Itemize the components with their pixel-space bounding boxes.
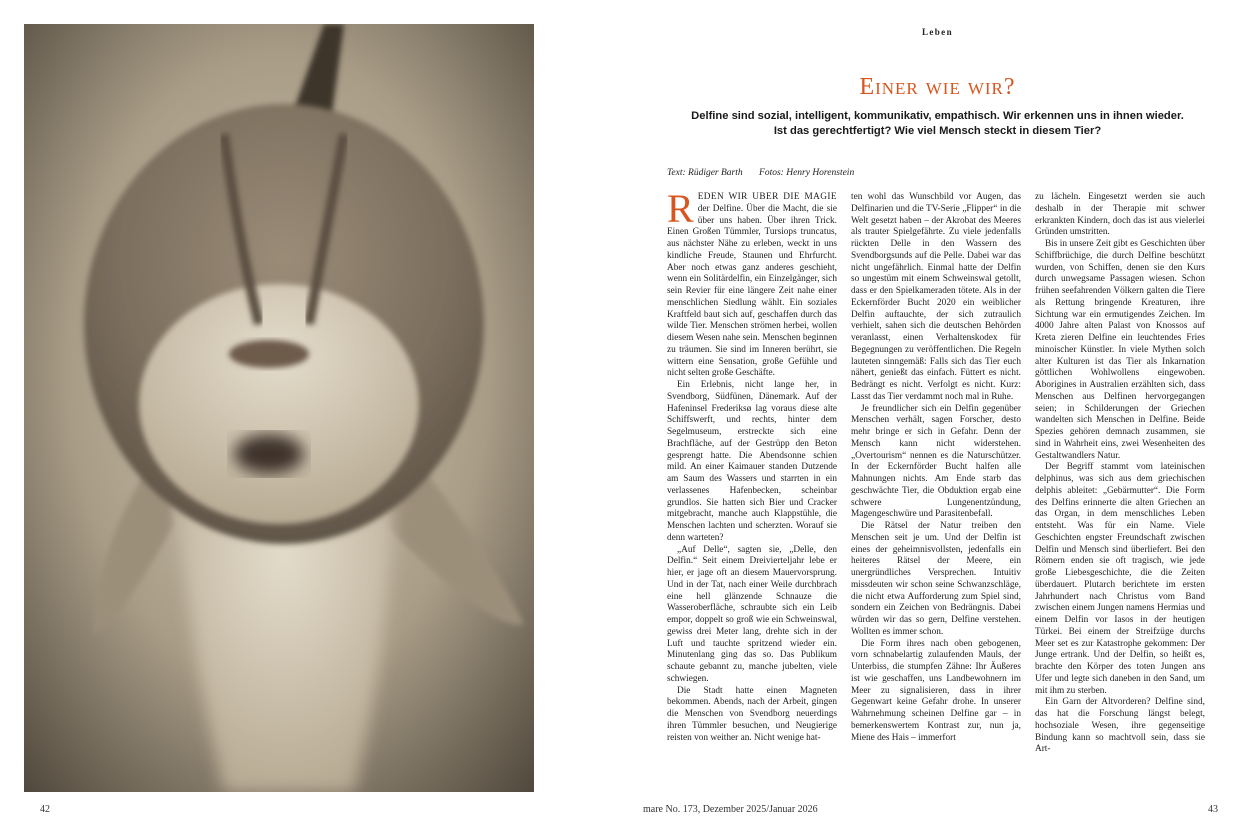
- paragraph: Die Rätsel der Natur treiben den Menschen seit je um. Und der Delfin ist eines der geheimnisvollsten, jedenfalls ein heiteres Rätsel der Meere, ein unergründliches Versprechen. Intuitiv missdeuten wir schon seine Schwanzschläge, die nicht etwa Aufforderung zum Spiel sind, sondern ein Zeichen von Bedrängnis. Dabei würden wir das so gern, Delfine verstehen. Wollten es immer schon.: [851, 521, 1021, 637]
- paragraph: Der Begriff stammt vom lateinischen delphinus, was sich aus dem griechischen delphis ableitet: „Gebärmutter“. Die Form des Delfins erinnerte die alten Griechen an das Organ, in dem menschliches Leben entsteht. Was für ein Name. Viele Geschichten engster Freundschaft zwischen Delfin und Mensch sind überliefert. Bei den Römern enden sie oft tragisch, wie jede große Liebesgeschichte, die die Zeiten überdauert. Plutarch berichtete im ersten Jahrhundert nach Christus vom Band zwischen einem Jungen namens Hermias und einem Delfin vor Iasos in der heutigen Türkei. Bei einem der Streifzüge durchs Meer set es zur Katastrophe gekommen: Der Junge ertrank. Und der Delfin, so heißt es, brachte den Körper des toten Jungen ans Ufer und legte sich daneben in den Sand, um mit ihm zu sterben.: [1035, 462, 1205, 696]
- section-label: Leben: [921, 27, 953, 37]
- paragraph: ten wohl das Wunschbild vor Augen, das Delfinarien und die TV-Serie „Flipper“ in die Welt gesetzt haben – der Akrobat des Meeres als trauter Spielgefährte. Zu viele jedenfalls rückten Delle in den Wassern des Svendborgsunds auf die Pelle. Dabei war das nicht ungefährlich. Einmal hatte der Delfin so ungestüm mit einem Schweinswal getollt, dass er den Spielkameraden tötete. Als in der Eckernförder Bucht 2020 ein weiblicher Delfin auftauchte, der sich zutraulich verhielt, sahen sich die deutschen Behörden veranlasst, einen Verhaltenskodex für Begegnungen zu veröffentlichen. Die Regeln lauteten sinngemäß: Falls sich das Tier euch nähert, genießt das einfach. Füttert es nicht. Bedrängt es nicht. Verfolgt es nicht. Kurz: Lasst das Tier verdammt noch mal in Ruhe.: [851, 192, 1021, 402]
- subline: Delfine sind sozial, intelligent, kommunikativ, empathisch. Wir erkennen uns in ihnen wieder. Ist das gerechtfertigt? Wie viel Mensch steckt in diesem Tier?: [691, 110, 1184, 137]
- article-column-1: [667, 192, 837, 792]
- right-page: [625, 0, 1250, 834]
- headline: Einer wie wir?: [859, 74, 1016, 100]
- paragraph: Die Stadt hatte einen Magneten bekommen. Abends, nach der Arbeit, gingen die Menschen von Svendborg neuerdings ihren Tümmler besuchen, und Neugierige reisten von weither an. Nicht wenige hat-: [667, 685, 837, 743]
- article-column-3: [1035, 192, 1205, 792]
- paragraph: Je freundlicher sich ein Delfin gegenüber Menschen verhält, sagen Forscher, desto mehr bringe er sich in Gefahr. Denn der Mensch kann nicht widerstehen. „Overtourism“ nennen es die Naturschützer. In der Eckernförder Bucht halfen alle Mahnungen nichts. Am Ende starb das geschwächte Tier, die Obduktion ergab eine schwere Lungenentzündung, Magengeschwüre und Parasitenbefall.: [851, 403, 1021, 520]
- dolphin-illustration: [24, 24, 534, 792]
- footer-issue: mare No. 173, Dezember 2025/Januar 2026: [643, 804, 818, 815]
- paragraph: Ein Erlebnis, nicht lange her, in Svendborg, Südfünen, Dänemark. Auf der Hafeninsel Frederiksø lag voraus diese alte Schiffswerft, und rechts, hinter dem Segelmuseum, erstreckte sich eine Brachfläche, auf der Gestrüpp den Beton gesprengt hatte. Die Abendsonne schien mild. An einer Kaimauer standen Dutzende am Saum des Wassers und starrten in ein verlassenes Hafenbecken, scheinbar grundlos. Sie hatten sich Bier und Cracker mitgebracht, manche auch Klappstühle, die Menschen lachten und scherzten. Worauf sie denn warteten?: [667, 380, 837, 543]
- paragraph: „Auf Delle“, sagten sie, „Delle, den Delfin.“ Seit einem Dreivierteljahr lebe er hier, er jage oft an diesem Mauervorsprung. Und in der Tat, nach einer Weile durchbrach eine hell glänzende Schnauze die Wasseroberfläche, schraubte sich ein Leib empor, doppelt so groß wie ein Schweinswal, gewiss drei Meter lang, drehte sich in der Luft und tauchte spritzend wieder ein. Minutenlang ging das so. Das Publikum schaute gebannt zu, manche jubelten, viele schwiegen.: [667, 544, 837, 684]
- lead-caps: EDEN WIR ÜBER DIE MAGIE: [697, 192, 837, 202]
- credit-text: Text: Rüdiger Barth: [667, 168, 743, 178]
- dolphin-photo: [24, 24, 534, 792]
- lead-paragraph: [667, 192, 837, 380]
- paragraph: Die Form ihres nach oben gebogenen, vorn schnabelartig zulaufenden Mauls, der Unterbiss, die stumpfen Zähne: Ihr Äußeres ist wie geschaffen, uns Landbewohnern im Meer zu signalisieren, dass in ihrer Gegenwart keine Gefahr drohe. In unserer Wahrnehmung scheinen Delfine gar – in bemerkenswertem Kontrast zur, nun ja, Miene des Hais – immerfort: [851, 638, 1021, 743]
- paragraph: zu lächeln. Eingesetzt werden sie auch deshalb in der Therapie mit schwer erkrankten Kindern, doch das ist aus vielerlei Gründen umstritten.: [1035, 192, 1205, 238]
- credit-photo: Fotos: Henry Horenstein: [759, 168, 855, 178]
- folio-right: 43: [1208, 804, 1218, 815]
- paragraph: Ein Garn der Altvorderen? Delfine sind, das hat die Forschung längst belegt, hochsoziale Wesen, ihre gegenseitige Bindung kann so machtvoll sein, dass sie Art-: [1035, 697, 1205, 755]
- credit-line: [667, 168, 1227, 178]
- paragraph: der Delfine. Über die Macht, die sie über uns haben. Über ihren Trick. Einen Großen Tümmler, Tursiops truncatus, aus nächster Nähe zu erleben, weckt in uns kindliche Freude, Staunen und Ehrfurcht. Aber noch etwas ganz anderes geschieht, wenn ein Solitärdelfin, ein Einzelgänger, sich sein Revier für eine längere Zeit nahe einer menschlichen Siedlung wählt. Ein soziales Kraftfeld baut sich auf, geschaffen durch das wilde Tier. Menschen strömen herbei, wollen diesem Wesen nahe sein. Menschen beginnen zu träumen. Sie sind im Inneren berührt, sie wittern eine Sensation, große Gefühle und nicht selten große Geschäfte.: [667, 203, 837, 379]
- article-column-2: [851, 192, 1021, 792]
- paragraph: Bis in unsere Zeit gibt es Geschichten über Schiffbrüchige, die durch Delfine beschützt wurden, von Schiffen, denen sie den Kurs durch unwegsame Passagen wiesen. Schon frühen seefahrenden Völkern galten die Tiere als Rettung bringende Kreaturen, ihre Sichtung war ein ermutigendes Zeichen. Im 4000 Jahre alten Palast von Knossos auf Kreta zieren Delfine ein leuchtendes Fries minoischer Künstler. In viele Mythen solch alter Kulturen ist das Tier als Inkarnation göttlichen Wohlwollens eingewoben. Aborigines in Australien erzählten sich, dass Menschen aus Delfinen hervorgegangen seien; in Schilderungen der Griechen wandelten sich Menschen in Delfine. Beide Spezies gehören demnach zusammen, sie sind in Wahrheit eins, zwei Wesenheiten des Gestaltwandlers Natur.: [1035, 239, 1205, 461]
- dropcap: R: [667, 192, 694, 231]
- folio-left: 42: [40, 804, 50, 815]
